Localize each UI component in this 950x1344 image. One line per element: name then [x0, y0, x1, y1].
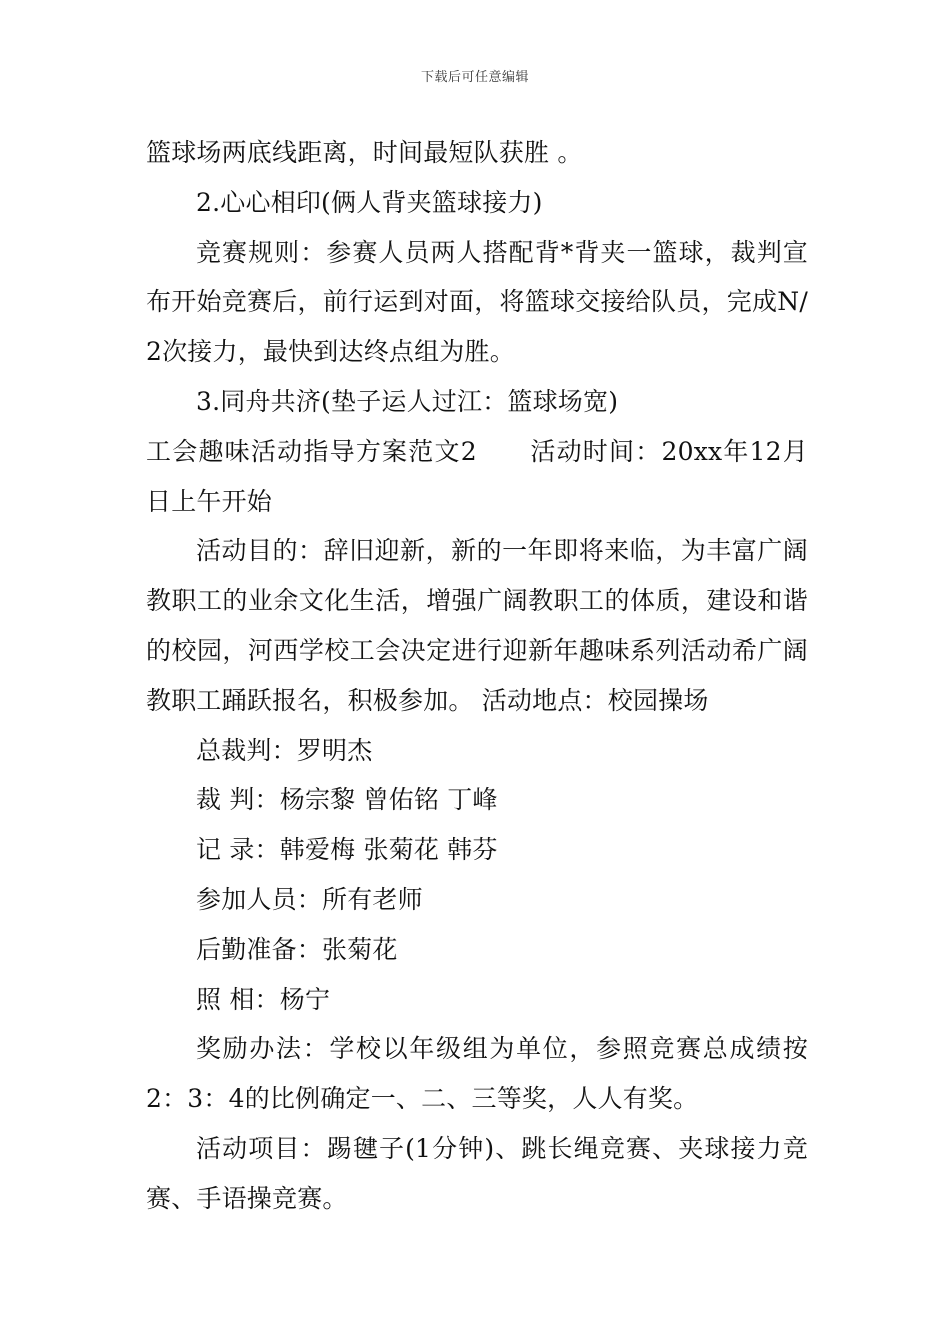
document-body: [146, 128, 808, 1224]
paragraph-11: 后勤准备：张菊花: [196, 934, 398, 964]
paragraph-6: 活动目的：辞旧迎新，新的一年即将来临，为丰富广阔教职工的业余文化生活，增强广阔教职工的体质，建设和谐的校园，河西学校工会决定进行迎新年趣味系列活动希广阔教职工踊跃报名，积极参加。 活动地点：校园操场: [146, 536, 808, 715]
paragraph-5: 工会趣味活动指导方案范文2 活动时间：20xx年12月日上午开始: [146, 436, 808, 516]
paragraph-10: 参加人员：所有老师: [196, 884, 423, 914]
paragraph-13: 奖励办法：学校以年级组为单位，参照竞赛总成绩按2：3：4的比例确定一、二、三等奖，人人有奖。: [146, 1034, 808, 1114]
paragraph-1: 篮球场两底线距离，时间最短队获胜 。: [146, 138, 583, 167]
paragraph-4: 3.同舟共济(垫子运人过江：篮球场宽): [196, 386, 619, 416]
paragraph-2: 2.心心相印(俩人背夹篮球接力): [196, 187, 543, 217]
page-header: 下载后可任意编辑: [420, 70, 529, 85]
paragraph-12: 照 相：杨宁: [196, 984, 331, 1014]
paragraph-14: 活动项目：踢毽子(1分钟)、跳长绳竞赛、夹球接力竞赛、手语操竞赛。: [146, 1133, 808, 1213]
paragraph-7: 总裁判：罗明杰: [196, 735, 373, 765]
paragraph-3: 竞赛规则：参赛人员两人搭配背*背夹一篮球，裁判宣布开始竞赛后，前行运到对面，将篮球交接给队员，完成N/2次接力，最快到达终点组为胜。: [146, 237, 808, 367]
paragraph-9: 记 录：韩爱梅 张菊花 韩芬: [196, 835, 498, 865]
paragraph-8: 裁 判：杨宗黎 曾佑铭 丁峰: [196, 785, 498, 815]
